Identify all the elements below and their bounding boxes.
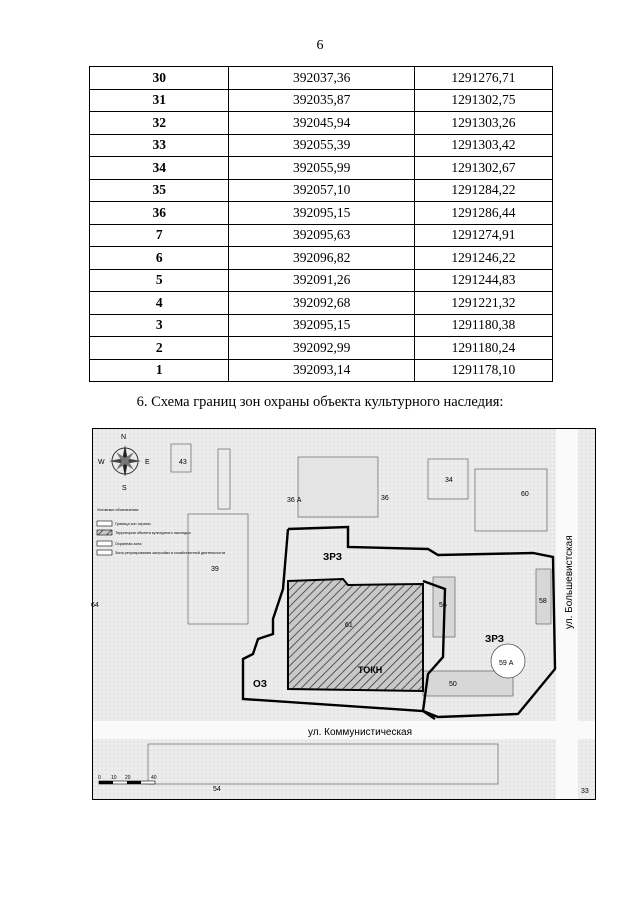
street-label-kommunisticheskaya: ул. Коммунистическая bbox=[308, 727, 413, 738]
label-b50: 50 bbox=[449, 681, 457, 688]
table-row bbox=[90, 157, 553, 180]
x-coordinate-cell: 392096,82 bbox=[229, 247, 414, 270]
table-row bbox=[90, 67, 553, 90]
compass-w: W bbox=[98, 459, 105, 466]
y-coordinate-cell: 1291244,83 bbox=[414, 269, 552, 292]
label-b54: 54 bbox=[213, 786, 221, 793]
table-row bbox=[90, 337, 553, 360]
point-number-cell: 30 bbox=[90, 67, 229, 90]
table-row bbox=[90, 224, 553, 247]
building-58 bbox=[536, 569, 551, 624]
y-coordinate-cell: 1291303,42 bbox=[414, 134, 552, 157]
x-coordinate-cell: 392055,39 bbox=[229, 134, 414, 157]
scale-tick-0: 0 bbox=[98, 775, 101, 781]
label-b56: 56 bbox=[439, 602, 447, 609]
table-row bbox=[90, 89, 553, 112]
point-number-cell: 1 bbox=[90, 359, 229, 382]
y-coordinate-cell: 1291276,71 bbox=[414, 67, 552, 90]
table-row bbox=[90, 247, 553, 270]
table-row bbox=[90, 202, 553, 225]
x-coordinate-cell: 392045,94 bbox=[229, 112, 414, 135]
scale-tick-10: 10 bbox=[111, 775, 117, 781]
y-coordinate-cell: 1291302,75 bbox=[414, 89, 552, 112]
legend-item-protection: Охранная зона bbox=[115, 542, 142, 546]
point-number-cell: 5 bbox=[90, 269, 229, 292]
scale-tick-20: 20 bbox=[125, 775, 131, 781]
label-b34: 34 bbox=[445, 477, 453, 484]
table-row bbox=[90, 314, 553, 337]
y-coordinate-cell: 1291274,91 bbox=[414, 224, 552, 247]
point-number-cell: 32 bbox=[90, 112, 229, 135]
table-row bbox=[90, 179, 553, 202]
y-coordinate-cell: 1291178,10 bbox=[414, 359, 552, 382]
x-coordinate-cell: 392057,10 bbox=[229, 179, 414, 202]
zone-label-zrz-top: ЗРЗ bbox=[323, 552, 343, 563]
legend-swatch-regulation bbox=[97, 550, 112, 555]
legend-title: Условные обозначения: bbox=[97, 508, 140, 512]
label-b43: 43 bbox=[179, 459, 187, 466]
point-number-cell: 34 bbox=[90, 157, 229, 180]
y-coordinate-cell: 1291221,32 bbox=[414, 292, 552, 315]
compass-e: E bbox=[145, 459, 150, 466]
label-b59a: 59 А bbox=[499, 660, 514, 667]
zone-label-tokn: ТОКН bbox=[358, 665, 383, 675]
label-b61: 61 bbox=[345, 622, 353, 629]
point-number-cell: 33 bbox=[90, 134, 229, 157]
table-row bbox=[90, 134, 553, 157]
page-number: 6 bbox=[316, 38, 324, 53]
compass-s: S bbox=[122, 485, 127, 492]
legend-item-regulation: Зона регулирования застройки и хозяйственной деятельности bbox=[115, 551, 226, 555]
label-b58: 58 bbox=[539, 598, 547, 605]
point-number-cell: 2 bbox=[90, 337, 229, 360]
zone-label-oz: ОЗ bbox=[253, 679, 268, 690]
x-coordinate-cell: 392091,26 bbox=[229, 269, 414, 292]
zone-label-zrz-right: ЗРЗ bbox=[485, 634, 505, 645]
legend-swatch-boundary bbox=[97, 521, 112, 526]
y-coordinate-cell: 1291180,38 bbox=[414, 314, 552, 337]
label-b39: 39 bbox=[211, 566, 219, 573]
label-b33: 33 bbox=[581, 788, 589, 795]
table-row bbox=[90, 112, 553, 135]
legend-item-boundary: Граница зон охраны bbox=[115, 522, 151, 526]
x-coordinate-cell: 392092,99 bbox=[229, 337, 414, 360]
x-coordinate-cell: 392092,68 bbox=[229, 292, 414, 315]
scale-tick-40: 40 bbox=[151, 775, 157, 781]
legend-item-territory: Территория объекта культурного наследия bbox=[115, 531, 191, 535]
x-coordinate-cell: 392095,15 bbox=[229, 314, 414, 337]
coordinates-table bbox=[89, 66, 553, 382]
x-coordinate-cell: 392055,99 bbox=[229, 157, 414, 180]
table-row bbox=[90, 269, 553, 292]
building-36 bbox=[298, 457, 378, 517]
point-number-cell: 6 bbox=[90, 247, 229, 270]
object-territory bbox=[288, 579, 423, 691]
protection-zones-map bbox=[92, 428, 596, 800]
x-coordinate-cell: 392035,87 bbox=[229, 89, 414, 112]
point-number-cell: 4 bbox=[90, 292, 229, 315]
point-number-cell: 7 bbox=[90, 224, 229, 247]
legend-swatch-territory bbox=[97, 530, 112, 535]
compass-n: N bbox=[121, 434, 127, 441]
y-coordinate-cell: 1291246,22 bbox=[414, 247, 552, 270]
label-b36a: 36 А bbox=[287, 497, 302, 504]
street-label-bolshevistskaya: ул. Большевистская bbox=[564, 535, 575, 629]
y-coordinate-cell: 1291180,24 bbox=[414, 337, 552, 360]
table-row bbox=[90, 359, 553, 382]
point-number-cell: 36 bbox=[90, 202, 229, 225]
label-b36: 36 bbox=[381, 495, 389, 502]
x-coordinate-cell: 392093,14 bbox=[229, 359, 414, 382]
label-b64: 64 bbox=[91, 602, 99, 609]
y-coordinate-cell: 1291303,26 bbox=[414, 112, 552, 135]
point-number-cell: 35 bbox=[90, 179, 229, 202]
label-b60: 60 bbox=[521, 491, 529, 498]
table-row bbox=[90, 292, 553, 315]
coordinates-table-body bbox=[90, 67, 553, 382]
x-coordinate-cell: 392095,15 bbox=[229, 202, 414, 225]
map-drawing bbox=[93, 429, 595, 799]
y-coordinate-cell: 1291286,44 bbox=[414, 202, 552, 225]
y-coordinate-cell: 1291302,67 bbox=[414, 157, 552, 180]
legend-swatch-protection bbox=[97, 541, 112, 546]
y-coordinate-cell: 1291284,22 bbox=[414, 179, 552, 202]
point-number-cell: 31 bbox=[90, 89, 229, 112]
point-number-cell: 3 bbox=[90, 314, 229, 337]
x-coordinate-cell: 392037,36 bbox=[229, 67, 414, 90]
section-heading: 6. Схема границ зон охраны объекта культурного наследия: bbox=[136, 394, 504, 410]
x-coordinate-cell: 392095,63 bbox=[229, 224, 414, 247]
